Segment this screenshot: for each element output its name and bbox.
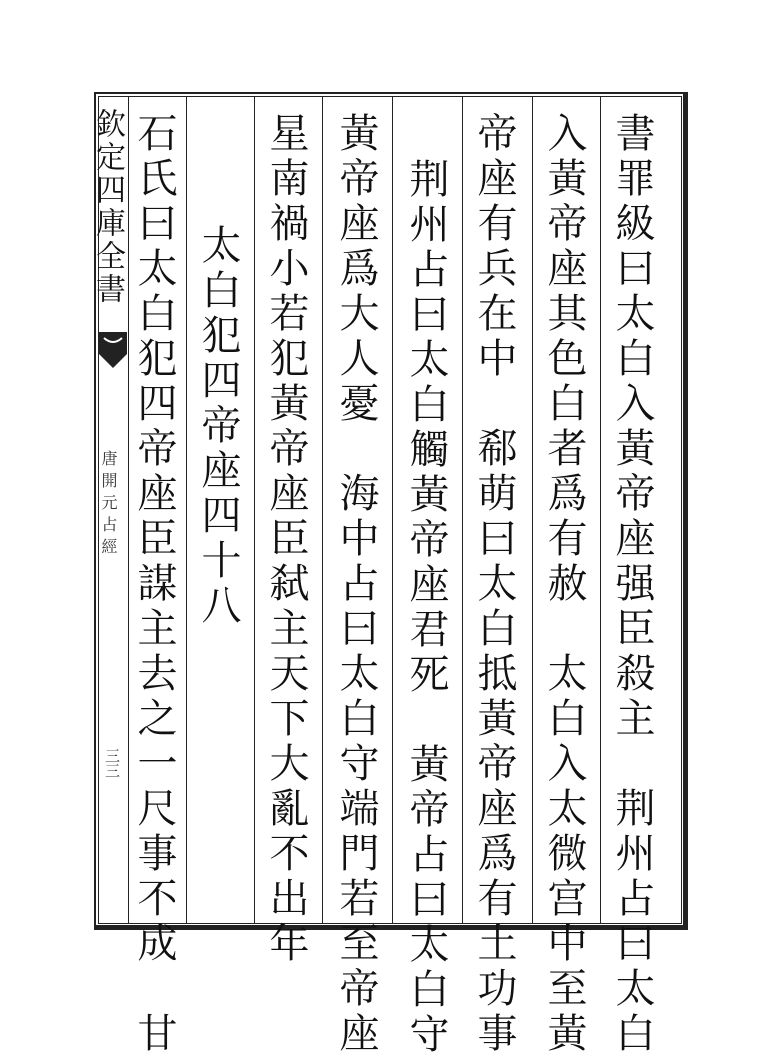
text-column-5: 黃帝座爲大人憂 海中占曰太白守端門若至帝座 (333, 112, 379, 1057)
text-column-6: 星南禍小若犯黃帝座臣弑主天下大亂不出年 (263, 112, 309, 967)
margin-page-number: 三三 (103, 748, 121, 778)
text-column-8: 石氏曰太白犯四帝座臣謀主去之一尺事不成 甘 (131, 112, 177, 1057)
text-column-7: 太白犯四帝座四十八 (195, 224, 241, 629)
text-column-3: 帝座有兵在中 郗萌曰太白抵黃帝座爲有土功事 (471, 112, 517, 1057)
column-divider (462, 96, 463, 924)
text-column-2: 入黃帝座其色白者爲有赦 太白入太微宫中至黃 (541, 112, 587, 1057)
column-divider (254, 96, 255, 924)
column-divider (186, 96, 187, 924)
column-divider (392, 96, 393, 924)
column-divider (322, 96, 323, 924)
column-divider (600, 96, 601, 924)
column-divider (532, 96, 533, 924)
text-column-4: 荆州占曰太白觸黃帝座君死 黃帝占曰太白守 (403, 158, 449, 1058)
text-column-1: 書罪級曰太白入黃帝座强臣殺主 荆州占曰太白 (609, 112, 655, 1057)
margin-title: 欽定四庫全書 (90, 108, 125, 306)
fishtail-mark-icon (98, 330, 128, 370)
margin-divider (128, 96, 129, 924)
margin-book-title: 唐開元占經 (99, 450, 118, 560)
